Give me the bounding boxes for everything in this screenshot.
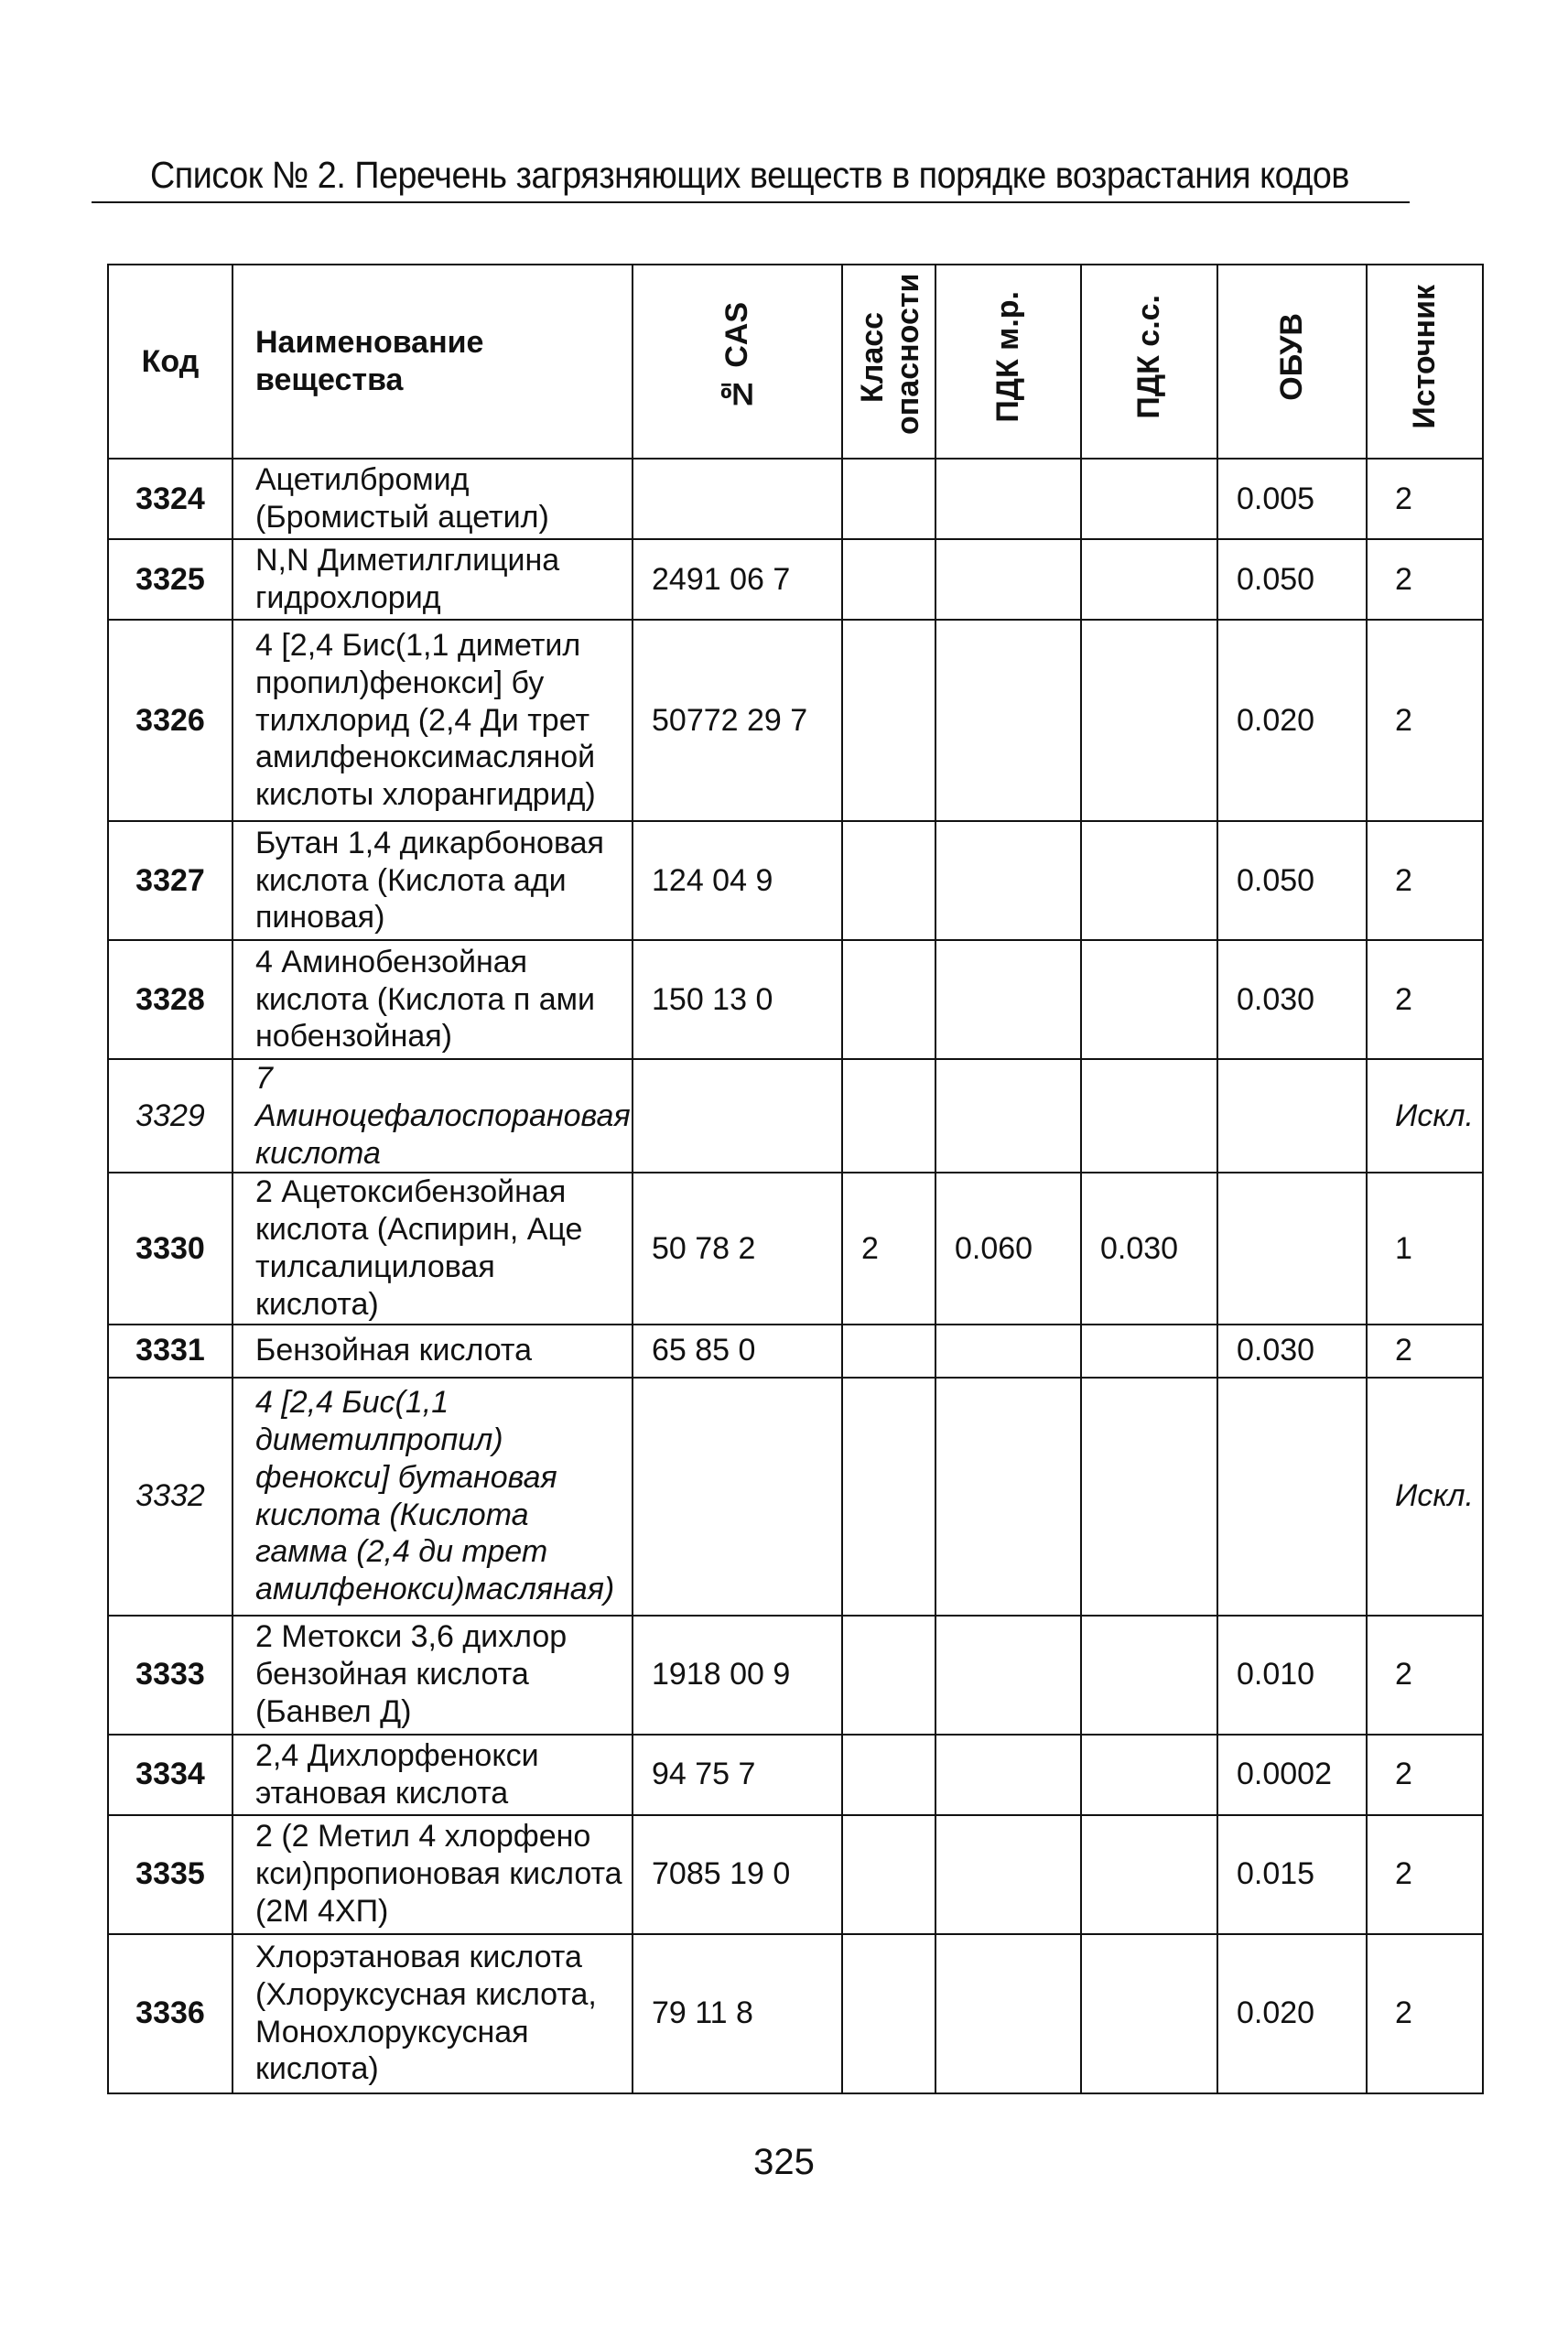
cell-cas: 65 85 0: [633, 1325, 842, 1378]
table-row: [108, 1325, 1483, 1378]
cell-hazard-class: [842, 1815, 935, 1934]
cell-code: 3330: [108, 1173, 232, 1324]
cell-code: 3334: [108, 1735, 232, 1815]
cell-hazard-class: [842, 459, 935, 539]
cell-hazard-class: [842, 1325, 935, 1378]
cell-hazard-class: 2: [842, 1173, 935, 1324]
cell-pdk-mr: [935, 539, 1081, 620]
cell-obuv: 0.030: [1217, 1325, 1367, 1378]
cell-cas: 7085 19 0: [633, 1815, 842, 1934]
cell-name: 2 Ацетоксибензойная кислота (Аспирин, Аце тилсалициловая кислота): [232, 1173, 633, 1324]
cell-name: 2,4 Дихлорфенокси этановая кислота: [232, 1735, 633, 1815]
cell-obuv: 0.030: [1217, 940, 1367, 1059]
page-title: Список № 2. Перечень загрязняющих веществ в порядке возрастания кодов: [150, 154, 1349, 196]
cell-source: 2: [1367, 1934, 1483, 2093]
cell-pdk-ss: [1081, 1378, 1217, 1616]
table-row: [108, 459, 1483, 539]
cell-cas: 1918 00 9: [633, 1616, 842, 1735]
cell-obuv: 0.050: [1217, 821, 1367, 940]
header-code: Код: [108, 265, 232, 459]
cell-source: 2: [1367, 1815, 1483, 1934]
cell-code: 3326: [108, 620, 232, 821]
cell-source: 2: [1367, 620, 1483, 821]
table-row: [108, 1616, 1483, 1735]
cell-name: 2 Метокси 3,6 дихлор бензойная кислота (Банвел Д): [232, 1616, 633, 1735]
cell-name: 7 Аминоцефалоспорановая кислота: [232, 1059, 633, 1173]
cell-hazard-class: [842, 821, 935, 940]
cell-obuv: 0.020: [1217, 620, 1367, 821]
table-row: [108, 1059, 1483, 1173]
header-hazard-class: Класс опасности: [855, 273, 926, 436]
cell-code: 3325: [108, 539, 232, 620]
cell-pdk-ss: [1081, 620, 1217, 821]
cell-pdk-ss: [1081, 821, 1217, 940]
cell-name: Бензойная кислота: [232, 1325, 633, 1378]
cell-pdk-mr: [935, 620, 1081, 821]
cell-obuv: 0.005: [1217, 459, 1367, 539]
cell-pdk-mr: [935, 1325, 1081, 1378]
cell-name: Бутан 1,4 дикарбоновая кислота (Кислота ади пиновая): [232, 821, 633, 940]
table-row: [108, 1815, 1483, 1934]
cell-source: 2: [1367, 821, 1483, 940]
table-row: [108, 1735, 1483, 1815]
header-source-cell: [1367, 265, 1483, 459]
cell-cas: 94 75 7: [633, 1735, 842, 1815]
cell-hazard-class: [842, 1378, 935, 1616]
cell-pdk-ss: [1081, 940, 1217, 1059]
cell-obuv: 0.010: [1217, 1616, 1367, 1735]
cell-cas: [633, 459, 842, 539]
cell-pdk-ss: [1081, 1616, 1217, 1735]
cell-source: Искл.: [1367, 1378, 1483, 1616]
cell-pdk-mr: [935, 1378, 1081, 1616]
cell-pdk-mr: [935, 1616, 1081, 1735]
cell-obuv: 0.0002: [1217, 1735, 1367, 1815]
cell-pdk-mr: [935, 821, 1081, 940]
cell-code: 3324: [108, 459, 232, 539]
cell-cas: [633, 1378, 842, 1616]
cell-source: 2: [1367, 1735, 1483, 1815]
cell-hazard-class: [842, 1735, 935, 1815]
cell-hazard-class: [842, 620, 935, 821]
cell-obuv: [1217, 1059, 1367, 1173]
cell-source: 2: [1367, 459, 1483, 539]
cell-code: 3329: [108, 1059, 232, 1173]
cell-code: 3336: [108, 1934, 232, 2093]
cell-name: 2 (2 Метил 4 хлорфено кси)пропионовая кислота (2М 4ХП): [232, 1815, 633, 1934]
cell-pdk-ss: [1081, 1325, 1217, 1378]
cell-pdk-mr: [935, 1735, 1081, 1815]
cell-code: 3328: [108, 940, 232, 1059]
cell-hazard-class: [842, 940, 935, 1059]
header-pdk-ss: ПДК с.с.: [1130, 295, 1166, 419]
header-pdk-ss-cell: [1081, 265, 1217, 459]
cell-source: 2: [1367, 539, 1483, 620]
header-cas: № CAS: [719, 302, 754, 412]
cell-pdk-ss: [1081, 459, 1217, 539]
cell-obuv: [1217, 1173, 1367, 1324]
header-name: Наименование вещества: [232, 265, 633, 459]
cell-source: 2: [1367, 1616, 1483, 1735]
cell-source: 2: [1367, 940, 1483, 1059]
header-row: [108, 265, 1483, 459]
cell-hazard-class: [842, 539, 935, 620]
header-pdk-mr-cell: [935, 265, 1081, 459]
cell-cas: [633, 1059, 842, 1173]
cell-name: 4 [2,4 Бис(1,1 диметил пропил)фенокси] бу тилхлорид (2,4 Ди трет амилфеноксимасляной кислоты хлорангидрид): [232, 620, 633, 821]
cell-pdk-mr: [935, 459, 1081, 539]
cell-hazard-class: [842, 1616, 935, 1735]
cell-cas: 50 78 2: [633, 1173, 842, 1324]
page-number: 325: [753, 2142, 815, 2182]
cell-pdk-mr: [935, 1059, 1081, 1173]
table-row: [108, 821, 1483, 940]
cell-name: 4 [2,4 Бис(1,1 диметилпропил) фенокси] бутановая кислота (Кислота гамма (2,4 ди трет амилфенокси)масляная): [232, 1378, 633, 1616]
cell-pdk-ss: [1081, 1059, 1217, 1173]
cell-obuv: 0.020: [1217, 1934, 1367, 2093]
table-row: [108, 1173, 1483, 1324]
cell-pdk-ss: [1081, 1735, 1217, 1815]
cell-source: Искл.: [1367, 1059, 1483, 1173]
cell-name: 4 Аминобензойная кислота (Кислота п ами нобензойная): [232, 940, 633, 1059]
cell-hazard-class: [842, 1934, 935, 2093]
cell-pdk-ss: [1081, 539, 1217, 620]
cell-obuv: 0.015: [1217, 1815, 1367, 1934]
cell-cas: 79 11 8: [633, 1934, 842, 2093]
cell-pdk-mr: [935, 1815, 1081, 1934]
cell-cas: 124 04 9: [633, 821, 842, 940]
cell-pdk-ss: [1081, 1934, 1217, 2093]
header-source: Источник: [1406, 285, 1442, 429]
header-obuv: ОБУВ: [1273, 313, 1309, 401]
cell-name: Ацетилбромид (Бромистый ацетил): [232, 459, 633, 539]
cell-code: 3327: [108, 821, 232, 940]
cell-name: N,N Диметилглицина гидрохлорид: [232, 539, 633, 620]
cell-code: 3332: [108, 1378, 232, 1616]
title-rule: [92, 201, 1410, 203]
cell-pdk-mr: [935, 940, 1081, 1059]
cell-cas: 2491 06 7: [633, 539, 842, 620]
cell-source: 2: [1367, 1325, 1483, 1378]
table-row: [108, 1934, 1483, 2093]
substances-table: [107, 264, 1484, 2094]
table-row: [108, 940, 1483, 1059]
cell-source: 1: [1367, 1173, 1483, 1324]
cell-code: 3331: [108, 1325, 232, 1378]
cell-pdk-mr: [935, 1934, 1081, 2093]
cell-pdk-ss: 0.030: [1081, 1173, 1217, 1324]
cell-cas: 50772 29 7: [633, 620, 842, 821]
header-obuv-cell: [1217, 265, 1367, 459]
cell-obuv: [1217, 1378, 1367, 1616]
cell-obuv: 0.050: [1217, 539, 1367, 620]
cell-cas: 150 13 0: [633, 940, 842, 1059]
header-hazard-class-cell: [842, 265, 935, 459]
table-row: [108, 620, 1483, 821]
cell-code: 3333: [108, 1616, 232, 1735]
cell-name: Хлорэтановая кислота (Хлоруксусная кислота, Монохлоруксусная кислота): [232, 1934, 633, 2093]
header-cas-cell: [633, 265, 842, 459]
table-row: [108, 539, 1483, 620]
header-pdk-mr: ПДК м.р.: [989, 291, 1025, 423]
cell-hazard-class: [842, 1059, 935, 1173]
table-row: [108, 1378, 1483, 1616]
cell-pdk-mr: 0.060: [935, 1173, 1081, 1324]
cell-pdk-ss: [1081, 1815, 1217, 1934]
cell-code: 3335: [108, 1815, 232, 1934]
